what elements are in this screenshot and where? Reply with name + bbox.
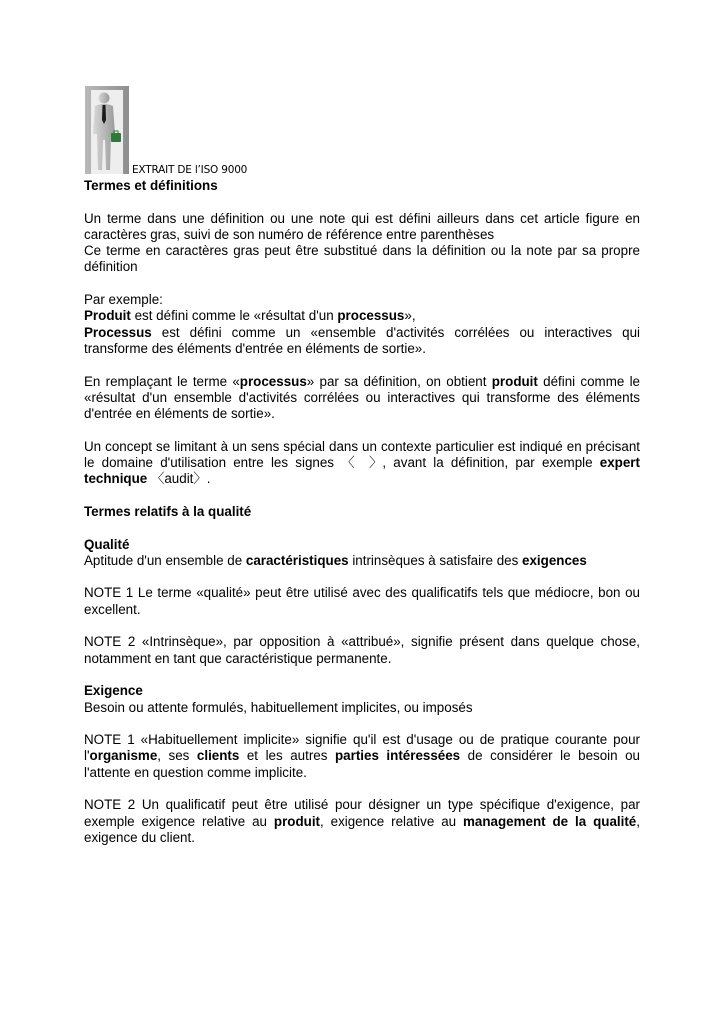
definition-exigence: Besoin ou attente formulés, habituellement implicites, ou imposés [84,699,473,715]
concept-paragraph: Un concept se limitant à un sens spécial dans un contexte particulier est indiqué en précisant le domaine d'utilisation entre les signes 〈 〉, avant la définition, par exemple expert technique 〈audit〉. [84,438,640,487]
replace-paragraph: En remplaçant le terme «processus» par sa définition, on obtient produit défini comme le «résultat d'un ensemble d'activités corrélées ou interactives qui transforme des éléments d'entrée en éléments de sortie». [84,373,640,422]
qualite-note-2: NOTE 2 «Intrinsèque», par opposition à «attribué», signifie présent dans quelque chose, notamment en tant que caractéristique permanente. [84,634,640,666]
exigence-note-1: NOTE 1 «Habituellement implicite» signifie qu'il est d'usage ou de pratique courante pour l'organisme, ses clients et les autres parties intéressées de considérer le besoin ou l'attente en question comme implicite. [84,732,641,780]
example-heading: Par exemple: [84,292,163,308]
example-produit: Produit est défini comme le «résultat d'un processus», [84,308,416,324]
intro-paragraph-2: Ce terme en caractères gras peut être substitué dans la définition ou la note par sa propre définition [84,243,640,275]
intro-paragraph-1: Un terme dans une définition ou une note qui est défini ailleurs dans cet article figure en caractères gras, suivi de son numéro de référence entre parenthèses [84,210,640,242]
example-processus: Processus est défini comme un «ensemble d'activités corrélées ou interactives qui transforme des éléments d'entrée en éléments de sortie». [84,324,640,356]
document-title: Termes et définitions [84,178,218,193]
term-exigence: Exigence [84,683,143,699]
definition-qualite: Aptitude d'un ensemble de caractéristiques intrinsèques à satisfaire des exigences [84,552,587,568]
section-title: Termes relatifs à la qualité [84,503,252,519]
qualite-note-1: NOTE 1 Le terme «qualité» peut être utilisé avec des qualificatifs tels que médiocre, bon ou excellent. [84,585,640,617]
businessman-with-briefcase-icon [85,86,129,174]
exigence-note-2: NOTE 2 Un qualificatif peut être utilisé pour désigner un type spécifique d'exigence, par exemple exigence relative au produit, exigence relative au management de la qualité, exigence du client. [84,797,640,845]
term-qualite: Qualité [84,536,130,552]
document-body [84,178,640,846]
document-header-label: EXTRAIT DE l’ISO 9000 [132,164,248,176]
